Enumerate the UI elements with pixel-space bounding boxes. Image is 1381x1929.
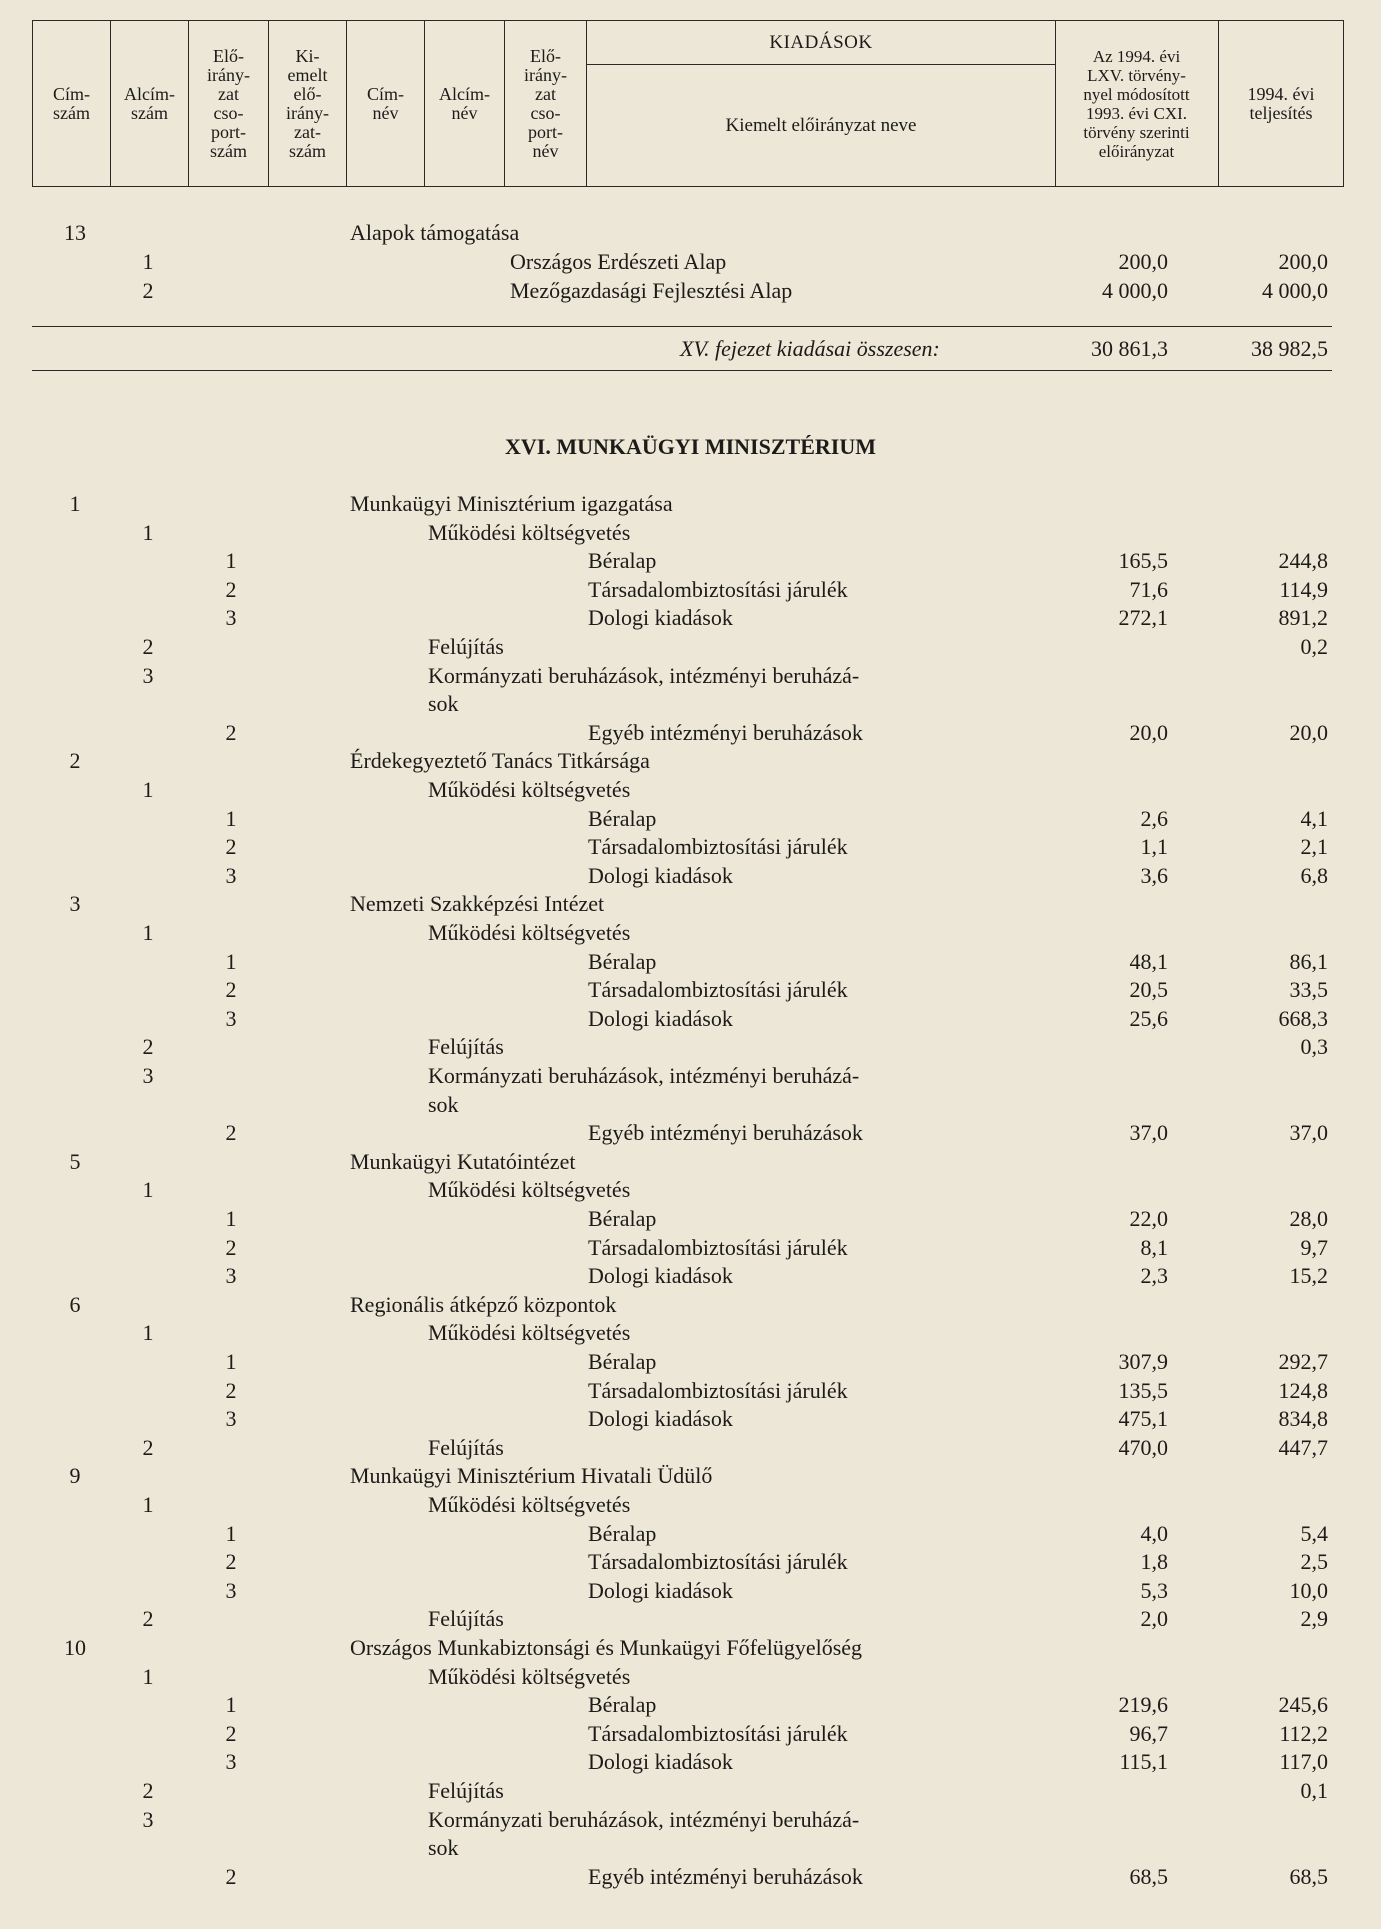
teljesites-cell: 20,0	[1289, 719, 1328, 745]
item-name-cell: Béralap	[588, 1520, 657, 1546]
item-name-cell: Egyéb intézményi beruházások	[588, 1120, 863, 1146]
csoport-szam-cell: 2	[225, 1234, 237, 1260]
teljesites-cell: 0,1	[1300, 1778, 1328, 1803]
item-name-cell: Béralap	[588, 805, 657, 831]
alcim-szam-cell: 3	[142, 662, 154, 688]
eloiranyzat-cell: 8,1	[1140, 1234, 1168, 1260]
alcim-szam-cell: 2	[142, 278, 154, 303]
table-row	[0, 1577, 1381, 1605]
table-row	[0, 1262, 1381, 1290]
eloiranyzat-cell: 20,0	[1129, 719, 1168, 745]
teljesites-cell: 4,1	[1300, 805, 1328, 831]
eloiranyzat-cell: 200,0	[1118, 249, 1168, 274]
csoport-szam-cell: 2	[225, 576, 237, 602]
header-teljesites: 1994. évi teljesítés	[1247, 83, 1315, 123]
teljesites-cell: 5,4	[1300, 1520, 1328, 1546]
alcim-szam-cell: 1	[142, 1320, 154, 1346]
item-name-cell: Érdekegyeztető Tanács Titkársága	[350, 748, 650, 774]
eloiranyzat-cell: 4,0	[1140, 1520, 1168, 1546]
table-row	[0, 1834, 1381, 1862]
teljesites-cell: 447,7	[1278, 1434, 1328, 1460]
csoport-szam-cell: 1	[225, 548, 237, 574]
header-kiemelt-eloiranyzat-szam: Ki- emelt elő- irány- zat- szám	[269, 21, 347, 186]
eloiranyzat-cell: 1,1	[1140, 834, 1168, 860]
alcim-szam-cell: 2	[142, 1434, 154, 1460]
eloiranyzat-cell: 135,5	[1118, 1377, 1168, 1403]
cim-szam-cell: 3	[69, 891, 81, 917]
item-name-cell: Működési költségvetés	[428, 1492, 631, 1517]
alcim-szam-cell: 1	[142, 1663, 154, 1689]
table-row	[0, 1605, 1381, 1633]
teljesites-cell: 245,6	[1278, 1692, 1328, 1718]
header-cim-szam: Cím- szám	[33, 21, 111, 186]
item-name-cell: Felújítás	[428, 1606, 504, 1632]
table-row	[0, 890, 1381, 918]
eloiranyzat-cell: 115,1	[1119, 1749, 1168, 1775]
item-name-cell: Országos Erdészeti Alap	[510, 249, 727, 274]
table-row	[0, 1405, 1381, 1433]
table-row	[0, 1806, 1381, 1834]
teljesites-cell: 2,1	[1300, 834, 1328, 860]
total-rule-top	[32, 326, 1332, 327]
item-name-cell: Társadalombiztosítási járulék	[588, 1549, 848, 1575]
teljesites-cell: 0,2	[1300, 634, 1328, 659]
alcim-szam-cell: 3	[142, 1806, 154, 1832]
item-name-cell: Munkaügyi Minisztérium igazgatása	[350, 491, 673, 516]
xv-total-row	[0, 335, 1381, 363]
table-row	[0, 277, 1381, 305]
alcim-szam-cell: 1	[142, 920, 154, 945]
table-row	[0, 219, 1381, 247]
table-row	[0, 1148, 1381, 1176]
table-row	[0, 1634, 1381, 1662]
eloiranyzat-cell: 475,1	[1118, 1406, 1168, 1432]
cim-szam-cell: 2	[69, 748, 81, 774]
table-row	[0, 690, 1381, 718]
eloiranyzat-cell: 3,6	[1140, 862, 1168, 888]
item-name-cell: Dologi kiadások	[588, 1263, 733, 1289]
table-row	[0, 919, 1381, 947]
item-name-cell: Működési költségvetés	[428, 1177, 631, 1203]
eloiranyzat-cell: 37,0	[1129, 1120, 1168, 1146]
item-name-cell: Társadalombiztosítási járulék	[588, 1377, 848, 1403]
eloiranyzat-cell: 4 000,0	[1102, 278, 1168, 303]
table-row	[0, 948, 1381, 976]
table-row	[0, 976, 1381, 1004]
cim-szam-cell: 6	[69, 1291, 81, 1317]
teljesites-cell: 4 000,0	[1262, 278, 1328, 303]
table-row	[0, 1119, 1381, 1147]
table-row	[0, 1434, 1381, 1462]
table-row	[0, 1377, 1381, 1405]
teljesites-cell: 2,5	[1300, 1549, 1328, 1575]
table-row	[0, 1748, 1381, 1776]
table-row	[0, 1005, 1381, 1033]
eloiranyzat-cell: 96,7	[1129, 1720, 1168, 1746]
eloiranyzat-cell: 272,1	[1118, 605, 1168, 631]
alcim-szam-cell: 1	[142, 777, 154, 802]
item-name-cell: Béralap	[588, 948, 657, 974]
table-row	[0, 1491, 1381, 1519]
csoport-szam-cell: 2	[225, 977, 237, 1003]
csoport-szam-cell: 1	[225, 948, 237, 974]
table-row	[0, 1205, 1381, 1233]
table-row	[0, 719, 1381, 747]
item-name-cell: sok	[428, 1091, 459, 1117]
xv-total-label: XV. fejezet kiadásai összesen:	[680, 336, 940, 361]
csoport-szam-cell: 3	[225, 605, 237, 631]
teljesites-cell: 6,8	[1300, 862, 1328, 888]
item-name-cell: Béralap	[588, 1206, 657, 1231]
table-header	[32, 20, 1344, 187]
csoport-szam-cell: 3	[225, 1749, 237, 1775]
header-eloiranyzat-csoport-nev: Elő- irány- zat cso- port- név	[505, 21, 587, 186]
item-name-cell: Munkaügyi Kutatóintézet	[350, 1148, 576, 1174]
teljesites-cell: 10,0	[1289, 1577, 1328, 1603]
xv-total-eloiranyzat: 30 861,3	[1091, 336, 1168, 361]
table-row	[0, 1091, 1381, 1119]
csoport-szam-cell: 2	[225, 719, 237, 745]
eloiranyzat-cell: 307,9	[1118, 1349, 1168, 1374]
item-name-cell: Nemzeti Szakképzési Intézet	[350, 891, 605, 917]
teljesites-cell: 200,0	[1278, 249, 1328, 274]
table-row	[0, 1319, 1381, 1347]
cim-szam-cell: 5	[69, 1148, 81, 1174]
item-name-cell: Regionális átképző központok	[350, 1291, 617, 1317]
teljesites-cell: 117,0	[1279, 1749, 1328, 1775]
teljesites-cell: 244,8	[1278, 548, 1328, 574]
teljesites-cell: 15,2	[1289, 1263, 1328, 1289]
item-name-cell: Dologi kiadások	[588, 1406, 733, 1432]
item-name-cell: Társadalombiztosítási járulék	[588, 977, 848, 1003]
table-row	[0, 1691, 1381, 1719]
csoport-szam-cell: 3	[225, 1406, 237, 1432]
table-row	[0, 633, 1381, 661]
cim-szam-cell: 1	[69, 491, 81, 516]
cim-szam-cell: 13	[64, 220, 86, 245]
eloiranyzat-cell: 22,0	[1129, 1206, 1168, 1231]
item-name-cell: Felújítás	[428, 634, 504, 659]
alcim-szam-cell: 2	[142, 1606, 154, 1632]
cim-szam-cell: 9	[69, 1463, 81, 1489]
csoport-szam-cell: 1	[225, 1692, 237, 1718]
table-row	[0, 1462, 1381, 1490]
table-row	[0, 747, 1381, 775]
table-row	[0, 248, 1381, 276]
section-xvi-title: XVI. MUNKAÜGYI MINISZTÉRIUM	[505, 434, 876, 459]
eloiranyzat-cell: 1,8	[1140, 1549, 1168, 1575]
item-name-cell: Kormányzati beruházások, intézményi beruházá-	[428, 1063, 860, 1088]
item-name-cell: Működési költségvetés	[428, 1320, 631, 1346]
teljesites-cell: 891,2	[1278, 605, 1328, 631]
item-name-cell: Egyéb intézményi beruházások	[588, 719, 863, 745]
item-name-cell: Dologi kiadások	[588, 1749, 733, 1775]
item-name-cell: Dologi kiadások	[588, 1577, 733, 1603]
eloiranyzat-cell: 2,6	[1140, 805, 1168, 831]
teljesites-cell: 114,9	[1279, 576, 1328, 602]
csoport-szam-cell: 3	[225, 1577, 237, 1603]
eloiranyzat-cell: 20,5	[1129, 977, 1168, 1003]
eloiranyzat-cell: 25,6	[1129, 1005, 1168, 1031]
table-row	[0, 805, 1381, 833]
item-name-cell: Működési költségvetés	[428, 1663, 631, 1689]
teljesites-cell: 112,2	[1279, 1720, 1328, 1746]
cim-szam-cell: 10	[64, 1635, 86, 1660]
teljesites-cell: 292,7	[1278, 1349, 1328, 1374]
teljesites-cell: 0,3	[1300, 1034, 1328, 1060]
alcim-szam-cell: 1	[142, 519, 154, 545]
alcim-szam-cell: 1	[142, 1492, 154, 1517]
csoport-szam-cell: 2	[225, 1377, 237, 1403]
table-row	[0, 1176, 1381, 1204]
csoport-szam-cell: 1	[225, 805, 237, 831]
header-kiadasok: KIADÁSOK	[587, 21, 1055, 65]
table-row	[0, 776, 1381, 804]
item-name-cell: Alapok támogatása	[350, 220, 520, 245]
item-name-cell: Felújítás	[428, 1778, 504, 1803]
item-name-cell: Béralap	[588, 1692, 657, 1718]
item-name-cell: Társadalombiztosítási járulék	[588, 1234, 848, 1260]
table-row	[0, 1720, 1381, 1748]
eloiranyzat-cell: 165,5	[1118, 548, 1168, 574]
csoport-szam-cell: 1	[225, 1520, 237, 1546]
item-name-cell: Kormányzati beruházások, intézményi beruházá-	[428, 1806, 860, 1832]
item-name-cell: Kormányzati beruházások, intézményi beruházá-	[428, 662, 860, 688]
teljesites-cell: 68,5	[1289, 1863, 1328, 1889]
alcim-szam-cell: 2	[142, 1778, 154, 1803]
teljesites-cell: 834,8	[1278, 1406, 1328, 1432]
teljesites-cell: 33,5	[1289, 977, 1328, 1003]
table-row	[0, 1234, 1381, 1262]
eloiranyzat-cell: 48,1	[1129, 948, 1168, 974]
eloiranyzat-cell: 470,0	[1118, 1434, 1168, 1460]
table-row	[0, 1548, 1381, 1576]
header-alcim-szam: Alcím- szám	[111, 21, 189, 186]
table-row	[0, 862, 1381, 890]
header-kiemelt-eloiranyzat-neve: Kiemelt előirányzat neve	[725, 114, 917, 136]
item-name-cell: sok	[428, 1835, 459, 1861]
item-name-cell: Egyéb intézményi beruházások	[588, 1863, 863, 1889]
item-name-cell: Működési költségvetés	[428, 519, 631, 545]
teljesites-cell: 124,8	[1278, 1377, 1328, 1403]
table-row	[0, 1520, 1381, 1548]
item-name-cell: Országos Munkabiztonsági és Munkaügyi Főfelügyelőség	[350, 1635, 863, 1660]
csoport-szam-cell: 3	[225, 1263, 237, 1289]
csoport-szam-cell: 2	[225, 834, 237, 860]
teljesites-cell: 37,0	[1289, 1120, 1328, 1146]
item-name-cell: sok	[428, 691, 459, 717]
table-row	[0, 1033, 1381, 1061]
item-name-cell: Felújítás	[428, 1034, 504, 1060]
teljesites-cell: 9,7	[1300, 1234, 1328, 1260]
eloiranyzat-cell: 5,3	[1140, 1577, 1168, 1603]
csoport-szam-cell: 1	[225, 1349, 237, 1374]
eloiranyzat-cell: 68,5	[1129, 1863, 1168, 1889]
item-name-cell: Dologi kiadások	[588, 862, 733, 888]
header-alcim-nev: Alcím- név	[425, 21, 505, 186]
item-name-cell: Béralap	[588, 548, 657, 574]
alcim-szam-cell: 1	[142, 1177, 154, 1203]
csoport-szam-cell: 1	[225, 1206, 237, 1231]
table-row	[0, 1348, 1381, 1376]
table-row	[0, 1291, 1381, 1319]
header-cim-nev: Cím- név	[347, 21, 425, 186]
eloiranyzat-cell: 71,6	[1129, 576, 1168, 602]
csoport-szam-cell: 3	[225, 1005, 237, 1031]
item-name-cell: Mezőgazdasági Fejlesztési Alap	[510, 278, 793, 303]
eloiranyzat-cell: 2,3	[1140, 1263, 1168, 1289]
table-row	[0, 1663, 1381, 1691]
header-eloiranyzat: Az 1994. évi LXV. törvény- nyel módosított 1993. évi CXI. törvény szerinti előirányzat	[1055, 21, 1219, 186]
item-name-cell: Béralap	[588, 1349, 657, 1374]
alcim-szam-cell: 2	[142, 1034, 154, 1060]
total-rule-bottom	[32, 370, 1332, 371]
alcim-szam-cell: 2	[142, 634, 154, 659]
table-row	[0, 576, 1381, 604]
csoport-szam-cell: 3	[225, 862, 237, 888]
table-row	[0, 662, 1381, 690]
csoport-szam-cell: 2	[225, 1863, 237, 1889]
teljesites-cell: 28,0	[1289, 1206, 1328, 1231]
item-name-cell: Dologi kiadások	[588, 605, 733, 631]
item-name-cell: Működési költségvetés	[428, 920, 631, 945]
teljesites-cell: 2,9	[1300, 1606, 1328, 1632]
csoport-szam-cell: 2	[225, 1549, 237, 1575]
alcim-szam-cell: 3	[142, 1063, 154, 1088]
item-name-cell: Dologi kiadások	[588, 1005, 733, 1031]
table-row	[0, 547, 1381, 575]
table-row	[0, 490, 1381, 518]
xv-total-teljesites: 38 982,5	[1251, 336, 1328, 361]
item-name-cell: Működési költségvetés	[428, 777, 631, 802]
table-row	[0, 519, 1381, 547]
teljesites-cell: 86,1	[1289, 948, 1328, 974]
csoport-szam-cell: 2	[225, 1120, 237, 1146]
item-name-cell: Felújítás	[428, 1434, 504, 1460]
item-name-cell: Munkaügyi Minisztérium Hivatali Üdülő	[350, 1463, 713, 1489]
csoport-szam-cell: 2	[225, 1720, 237, 1746]
alcim-szam-cell: 1	[142, 249, 154, 274]
table-row	[0, 1777, 1381, 1805]
table-row	[0, 1062, 1381, 1090]
table-row	[0, 604, 1381, 632]
table-row	[0, 1863, 1381, 1891]
item-name-cell: Társadalombiztosítási járulék	[588, 576, 848, 602]
eloiranyzat-cell: 2,0	[1140, 1606, 1168, 1632]
eloiranyzat-cell: 219,6	[1118, 1692, 1168, 1718]
table-row	[0, 833, 1381, 861]
header-eloiranyzat-csoport-szam: Elő- irány- zat cso- port- szám	[189, 21, 269, 186]
teljesites-cell: 668,3	[1278, 1005, 1328, 1031]
item-name-cell: Társadalombiztosítási járulék	[588, 834, 848, 860]
item-name-cell: Társadalombiztosítási járulék	[588, 1720, 848, 1746]
